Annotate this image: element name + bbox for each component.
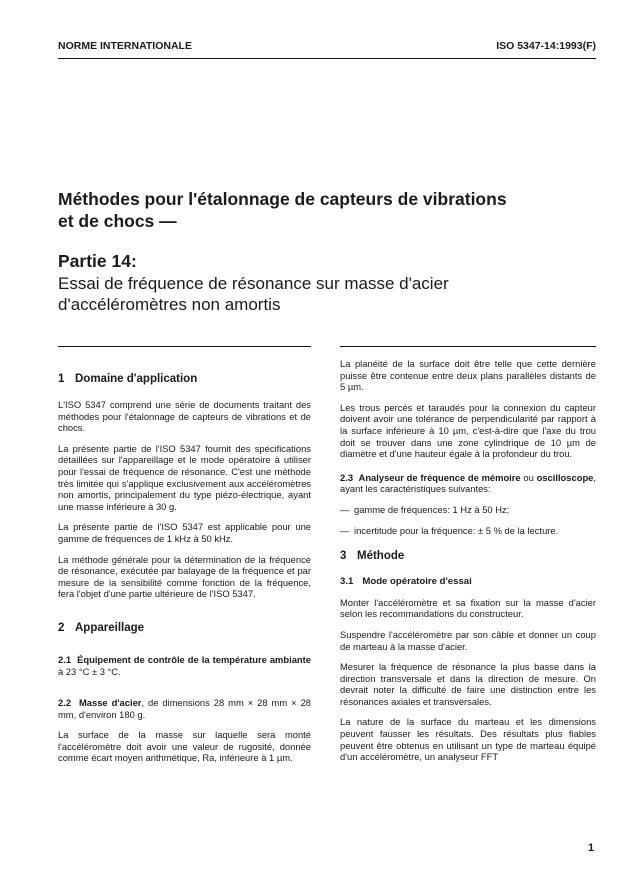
paragraph: Mesurer la fréquence de résonance la plus basse dans la direction transversale et dans la direction de mesure. On devrait noter la difficulté de faire une distinction entre les résonances axiales et transversales. bbox=[340, 661, 596, 707]
subsection-text: ou bbox=[520, 471, 537, 483]
subsection-text: , de dimensions 28 mm × 28 mm × 28 mm, d'environ 180 g. bbox=[58, 697, 311, 720]
document-title bbox=[58, 188, 598, 232]
title-line-1: Méthodes pour l'étalonnage de capteurs de vibrations bbox=[58, 189, 507, 209]
document-subtitle bbox=[58, 273, 598, 315]
subsection-number: 3.1 bbox=[340, 576, 354, 588]
section-title: Domaine d'application bbox=[75, 373, 198, 385]
subtitle-line-2: d'accéléromètres non amortis bbox=[58, 295, 281, 314]
subsection-title: Masse d'acier bbox=[78, 697, 142, 709]
subsection-2-1 bbox=[58, 654, 311, 677]
dash-bullet: — bbox=[340, 503, 350, 515]
subsection-text: , ayant les caractéristiques suivantes: bbox=[340, 471, 596, 495]
list-item bbox=[340, 504, 596, 516]
list-item bbox=[340, 525, 596, 537]
subsection-title: Équipement de contrôle de la température ambiante bbox=[77, 653, 311, 665]
page-number: 1 bbox=[588, 842, 595, 854]
section-1-heading bbox=[58, 373, 311, 385]
paragraph: La surface de la masse sur laquelle sera monté l'accéléromètre doit avoir une valeur de rugosité, donnée comme écart moyen arithmétique, Ra, inférieure à 1 µm. bbox=[58, 729, 311, 764]
subsection-2-2 bbox=[58, 697, 311, 720]
right-column bbox=[340, 356, 596, 772]
section-3-heading bbox=[340, 550, 596, 562]
subsection-title: Analyseur de fréquence de mémoire bbox=[358, 471, 521, 483]
subsection-title: Mode opératoire d'essai bbox=[362, 576, 472, 588]
title-line-2: et de chocs — bbox=[58, 211, 177, 231]
list-item-text: incertitude pour la fréquence: ± 5 % de la lecture. bbox=[354, 524, 559, 536]
paragraph: La présente partie de l'ISO 5347 fournit des spécifications détaillées sur l'appareillage et le mode opératoire à utiliser pour l'essai de fréquence de résonance. C'est une méthode très limitée qui s'applique exclusivement aux accéléromètres non amortis, principalement du type piézo-électrique, ayant une masse inférieure à 30 g. bbox=[58, 442, 311, 512]
paragraph: L'ISO 5347 comprend une série de documents traitant des méthodes pour l'étalonnage de capteurs de vibrations et de chocs. bbox=[58, 399, 311, 434]
paragraph: La présente partie de l'ISO 5347 est applicable pour une gamme de fréquences de 1 kHz à 50 kHz. bbox=[58, 521, 311, 544]
section-number: 1 bbox=[58, 373, 65, 385]
header-standard-type: NORME INTERNATIONALE bbox=[58, 40, 192, 52]
running-header bbox=[58, 40, 596, 52]
paragraph: La nature de la surface du marteau et les dimensions peuvent fausser les résultats. Des résultats plus fiables peuvent être obtenus en utilisant un type de marteau équipé d'un accéléromètre, un analyseur FFT bbox=[340, 716, 596, 763]
subsection-3-1-heading bbox=[340, 576, 596, 588]
dash-bullet: — bbox=[340, 524, 350, 536]
paragraph: Monter l'accéléromètre et sa fixation sur la masse d'acier selon les recommandations du constructeur. bbox=[340, 596, 596, 620]
subsection-number: 2.1 bbox=[58, 653, 72, 665]
paragraph: La planéité de la surface doit être telle que cette dernière puisse être contenue entre deux plans parallèles distants de 5 µm. bbox=[340, 358, 596, 393]
title-block bbox=[58, 188, 598, 315]
section-number: 2 bbox=[58, 621, 65, 634]
paragraph: La méthode générale pour la détermination de la fréquence de résonance, exécutée par balayage de la fréquence et par mesure de la sensibilité comme fonction de la fréquence, fera l'objet d'une partie ultérieure de l'ISO 5347. bbox=[58, 553, 311, 600]
header-rule bbox=[58, 58, 596, 59]
left-column bbox=[58, 356, 311, 773]
right-column-rule bbox=[340, 346, 596, 347]
section-number: 3 bbox=[340, 550, 347, 563]
part-label: Partie 14: bbox=[58, 251, 137, 271]
subsection-title-alt: oscilloscope bbox=[536, 471, 594, 483]
section-title: Méthode bbox=[357, 550, 405, 563]
subsection-number: 2.3 bbox=[340, 471, 354, 483]
section-2-heading bbox=[58, 622, 311, 634]
subtitle-line-1: Essai de fréquence de résonance sur masse d'acier bbox=[58, 274, 449, 293]
list-item-text: gamme de fréquences: 1 Hz à 50 Hz; bbox=[354, 503, 510, 515]
paragraph: Suspendre l'accéléromètre par son câble et donner un coup de marteau à la masse d'acier. bbox=[340, 628, 596, 652]
subsection-2-3 bbox=[340, 472, 596, 495]
paragraph: Les trous percés et taraudés pour la connexion du capteur doivent avoir une tolérance de perpendicularité par rapport à la surface inférieure à 10 µm, c'est-à-dire que l'axe du trou doit se trouver dans une zone cylindrique de 10 µm de diamètre et d'une hauteur égale à la profondeur du trou. bbox=[340, 401, 596, 460]
header-standard-number: ISO 5347-14:1993(F) bbox=[496, 40, 596, 52]
section-title: Appareillage bbox=[75, 621, 145, 634]
left-column-rule bbox=[58, 346, 311, 347]
subsection-text: à 23 °C ± 3 °C. bbox=[58, 665, 121, 677]
subsection-number: 2.2 bbox=[58, 697, 72, 709]
